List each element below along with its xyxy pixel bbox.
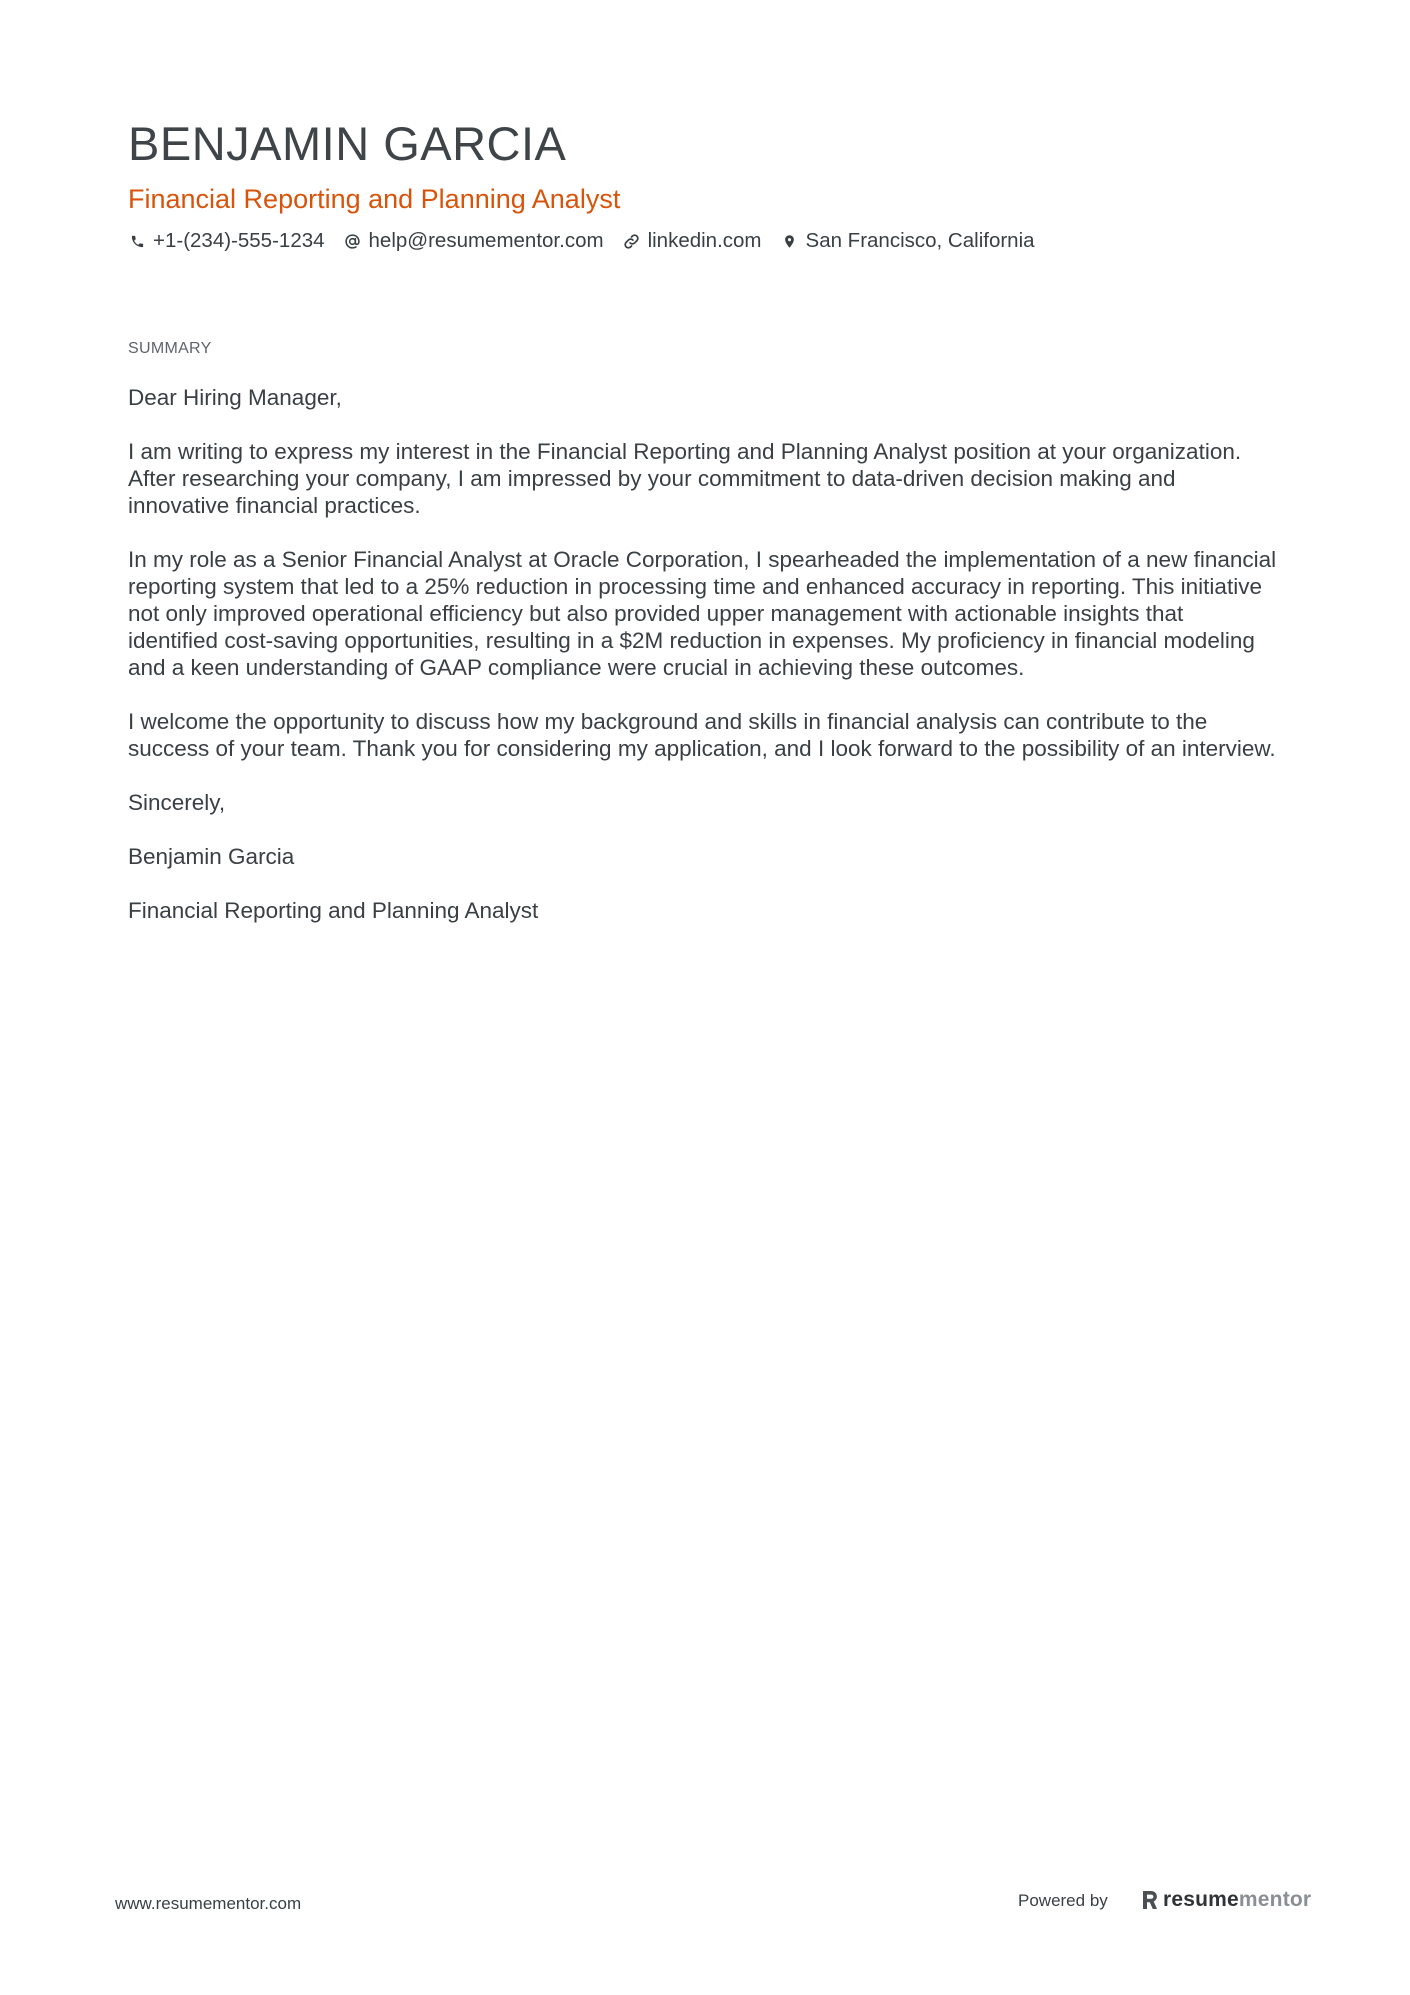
contact-location	[781, 229, 1035, 253]
signature-title: Financial Reporting and Planning Analyst	[128, 898, 539, 923]
contact-email[interactable]	[344, 229, 604, 253]
candidate-title: Financial Reporting and Planning Analyst	[128, 184, 621, 214]
letter-body	[128, 384, 1278, 951]
brand-text-mentor: mentor	[1238, 1888, 1312, 1911]
resumementor-logo[interactable]	[1141, 1886, 1311, 1914]
contact-linkedin-text: linkedin.com	[647, 229, 762, 252]
letter-paragraph-2: In my role as a Senior Financial Analyst at Oracle Corporation, I spearheaded the implementation of a new financial reporting system that led to a 25% reduction in processing time and enhanced accuracy in reporting. This initiative not only improved operational efficiency but also provided upper management with actionable insights that identified cost-saving opportunities, resulting in a $2M reduction in expenses. My proficiency in financial modeling and a keen understanding of GAAP compliance were crucial in achieving these outcomes.	[128, 547, 1277, 680]
section-label-summary: SUMMARY	[128, 340, 212, 357]
signature-name: Benjamin Garcia	[128, 844, 295, 869]
contact-phone-text: +1-(234)-555-1234	[153, 229, 325, 252]
powered-by-label: Powered by	[1018, 1891, 1108, 1910]
link-icon	[623, 232, 641, 250]
candidate-name: BENJAMIN GARCIA	[128, 117, 567, 170]
location-pin-icon	[781, 232, 799, 250]
at-icon	[344, 232, 362, 250]
letter-closing: Sincerely,	[128, 790, 226, 815]
letter-paragraph-1: I am writing to express my interest in the Financial Reporting and Planning Analyst position at your organization. After researching your company, I am impressed by your commitment to data-driven decision making and innovative financial practices.	[128, 439, 1242, 518]
letter-greeting: Dear Hiring Manager,	[128, 385, 342, 410]
brand-text-resume: resume	[1163, 1888, 1239, 1911]
contact-location-text: San Francisco, California	[805, 229, 1035, 252]
phone-icon	[128, 232, 146, 250]
contact-phone[interactable]	[128, 229, 325, 253]
contact-email-text: help@resumementor.com	[368, 229, 604, 252]
footer-website-link[interactable]: www.resumementor.com	[115, 1894, 302, 1913]
contact-linkedin[interactable]	[623, 229, 762, 253]
letter-paragraph-3: I welcome the opportunity to discuss how my background and skills in financial analysis can contribute to the success of your team. Thank you for considering my application, and I look forward to the possibility of an interview.	[128, 709, 1276, 761]
contact-bar	[128, 226, 1054, 256]
resumementor-logo-icon	[1141, 1889, 1159, 1911]
